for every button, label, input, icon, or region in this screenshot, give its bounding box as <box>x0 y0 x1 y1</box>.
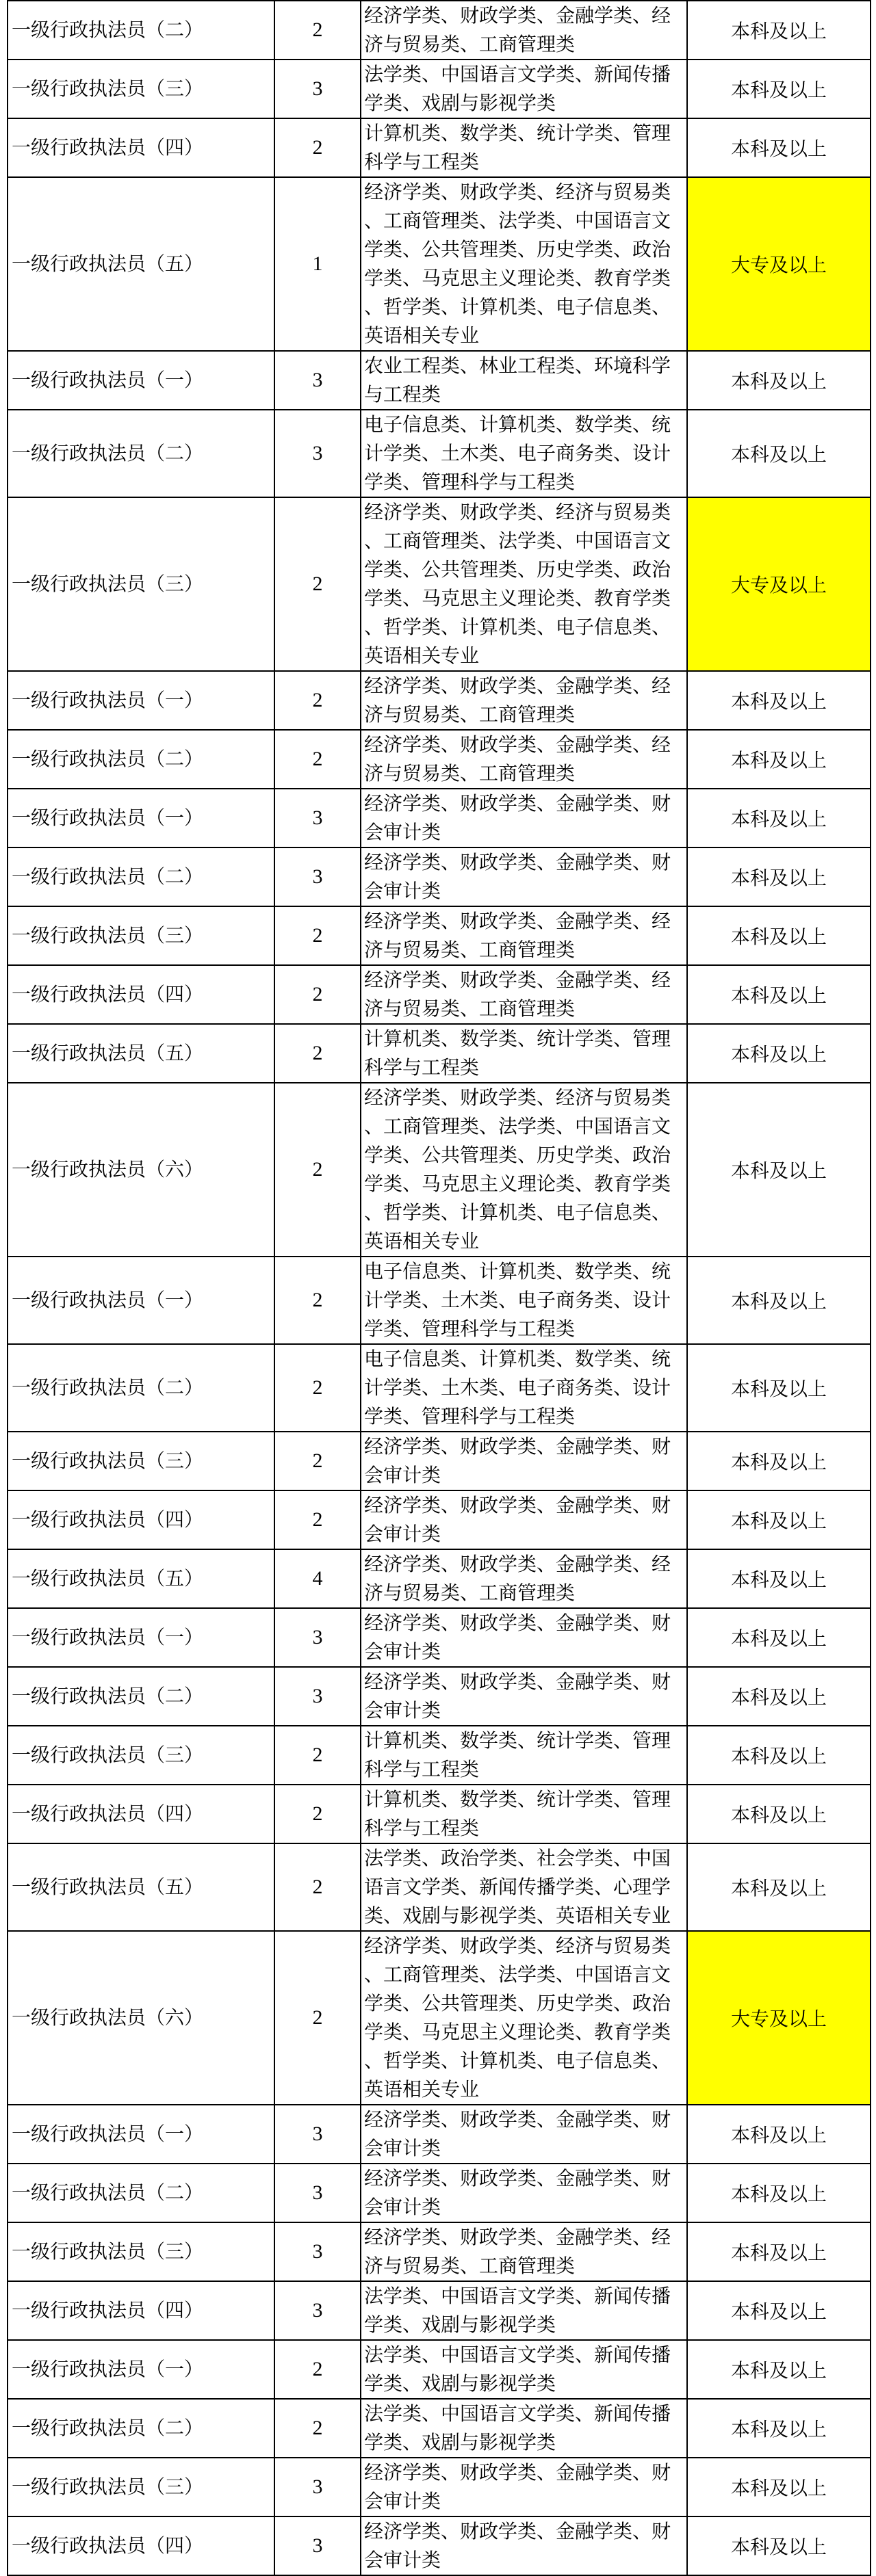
table-row <box>8 1931 871 2105</box>
position-name-cell: 一级行政执法员（三） <box>8 906 274 965</box>
table-row <box>8 1667 871 1726</box>
position-name-cell: 一级行政执法员（四） <box>8 2281 274 2340</box>
recruit-count-cell: 2 <box>274 965 361 1024</box>
majors-cell: 法学类、中国语言文学类、新闻传播学类、戏剧与影视学类 <box>361 2399 687 2458</box>
education-requirement-cell: 本科及以上 <box>687 965 871 1024</box>
table-row <box>8 965 871 1024</box>
majors-cell: 计算机类、数学类、统计学类、管理科学与工程类 <box>361 1785 687 1843</box>
majors-cell: 电子信息类、计算机类、数学类、统计学类、土木类、电子商务类、设计学类、管理科学与工程类 <box>361 1344 687 1432</box>
recruit-count-cell: 2 <box>274 730 361 789</box>
recruit-count-cell: 2 <box>274 671 361 730</box>
education-requirement-cell: 大专及以上 <box>687 497 871 671</box>
table-row <box>8 177 871 351</box>
majors-cell: 法学类、中国语言文学类、新闻传播学类、戏剧与影视学类 <box>361 60 687 118</box>
recruit-count-cell: 3 <box>274 2105 361 2164</box>
education-requirement-cell: 大专及以上 <box>687 177 871 351</box>
education-requirement-cell: 本科及以上 <box>687 2222 871 2281</box>
recruit-count-cell: 3 <box>274 1608 361 1667</box>
recruit-count-cell: 2 <box>274 1843 361 1931</box>
majors-cell: 经济学类、财政学类、金融学类、经济与贸易类、工商管理类 <box>361 1 687 60</box>
education-requirement-cell: 本科及以上 <box>687 1 871 60</box>
recruit-count-cell: 2 <box>274 1 361 60</box>
position-name-cell: 一级行政执法员（二） <box>8 1667 274 1726</box>
recruit-count-cell: 3 <box>274 2516 361 2575</box>
recruit-count-cell: 3 <box>274 2281 361 2340</box>
recruit-count-cell: 4 <box>274 1549 361 1608</box>
table-row <box>8 1 871 60</box>
education-requirement-cell: 本科及以上 <box>687 2340 871 2399</box>
recruit-count-cell: 3 <box>274 847 361 906</box>
majors-cell: 经济学类、财政学类、金融学类、财会审计类 <box>361 1490 687 1549</box>
table-row <box>8 410 871 497</box>
education-requirement-cell: 本科及以上 <box>687 789 871 847</box>
majors-cell: 法学类、中国语言文学类、新闻传播学类、戏剧与影视学类 <box>361 2281 687 2340</box>
table-row <box>8 2222 871 2281</box>
recruit-count-cell: 3 <box>274 1667 361 1726</box>
education-requirement-cell: 本科及以上 <box>687 1432 871 1490</box>
majors-cell: 经济学类、财政学类、金融学类、财会审计类 <box>361 1432 687 1490</box>
education-requirement-cell: 本科及以上 <box>687 730 871 789</box>
majors-cell: 计算机类、数学类、统计学类、管理科学与工程类 <box>361 118 687 177</box>
majors-cell: 经济学类、财政学类、金融学类、经济与贸易类、工商管理类 <box>361 671 687 730</box>
majors-cell: 经济学类、财政学类、经济与贸易类、工商管理类、法学类、中国语言文学类、公共管理类、历史学类、政治学类、马克思主义理论类、教育学类、哲学类、计算机类、电子信息类、英语相关专业 <box>361 497 687 671</box>
position-name-cell: 一级行政执法员（二） <box>8 1344 274 1432</box>
education-requirement-cell: 本科及以上 <box>687 671 871 730</box>
recruit-count-cell: 3 <box>274 789 361 847</box>
position-name-cell: 一级行政执法员（一） <box>8 671 274 730</box>
table-row <box>8 1843 871 1931</box>
table-row <box>8 2164 871 2222</box>
table-row <box>8 789 871 847</box>
table-row <box>8 118 871 177</box>
table-row <box>8 906 871 965</box>
recruit-count-cell: 3 <box>274 60 361 118</box>
education-requirement-cell: 本科及以上 <box>687 2399 871 2458</box>
education-requirement-cell: 本科及以上 <box>687 410 871 497</box>
education-requirement-cell: 本科及以上 <box>687 847 871 906</box>
education-requirement-cell: 本科及以上 <box>687 2105 871 2164</box>
recruit-count-cell: 2 <box>274 906 361 965</box>
table-row <box>8 1083 871 1257</box>
table-row <box>8 1549 871 1608</box>
majors-cell: 法学类、中国语言文学类、新闻传播学类、戏剧与影视学类 <box>361 2340 687 2399</box>
position-name-cell: 一级行政执法员（二） <box>8 730 274 789</box>
recruit-count-cell: 3 <box>274 2222 361 2281</box>
majors-cell: 经济学类、财政学类、金融学类、经济与贸易类、工商管理类 <box>361 1549 687 1608</box>
position-name-cell: 一级行政执法员（五） <box>8 1549 274 1608</box>
education-requirement-cell: 大专及以上 <box>687 1931 871 2105</box>
majors-cell: 经济学类、财政学类、金融学类、财会审计类 <box>361 2105 687 2164</box>
majors-cell: 经济学类、财政学类、金融学类、财会审计类 <box>361 1667 687 1726</box>
education-requirement-cell: 本科及以上 <box>687 1843 871 1931</box>
recruit-count-cell: 1 <box>274 177 361 351</box>
recruit-count-cell: 3 <box>274 2458 361 2516</box>
recruit-count-cell: 2 <box>274 1785 361 1843</box>
position-name-cell: 一级行政执法员（三） <box>8 1432 274 1490</box>
recruit-count-cell: 2 <box>274 1931 361 2105</box>
recruit-count-cell: 2 <box>274 1344 361 1432</box>
education-requirement-cell: 本科及以上 <box>687 2164 871 2222</box>
majors-cell: 电子信息类、计算机类、数学类、统计学类、土木类、电子商务类、设计学类、管理科学与工程类 <box>361 1257 687 1344</box>
table-row <box>8 2399 871 2458</box>
education-requirement-cell: 本科及以上 <box>687 1024 871 1083</box>
education-requirement-cell: 本科及以上 <box>687 118 871 177</box>
recruit-count-cell: 2 <box>274 118 361 177</box>
majors-cell: 农业工程类、林业工程类、环境科学与工程类 <box>361 351 687 410</box>
table-row <box>8 1257 871 1344</box>
majors-cell: 计算机类、数学类、统计学类、管理科学与工程类 <box>361 1024 687 1083</box>
education-requirement-cell: 本科及以上 <box>687 1726 871 1785</box>
recruit-count-cell: 2 <box>274 1432 361 1490</box>
position-name-cell: 一级行政执法员（一） <box>8 1608 274 1667</box>
recruitment-table-body <box>8 1 871 2575</box>
majors-cell: 法学类、政治学类、社会学类、中国语言文学类、新闻传播学类、心理学类、戏剧与影视学类、英语相关专业 <box>361 1843 687 1931</box>
majors-cell: 经济学类、财政学类、金融学类、财会审计类 <box>361 2458 687 2516</box>
majors-cell: 经济学类、财政学类、金融学类、经济与贸易类、工商管理类 <box>361 2222 687 2281</box>
position-name-cell: 一级行政执法员（三） <box>8 60 274 118</box>
recruit-count-cell: 3 <box>274 410 361 497</box>
table-row <box>8 1024 871 1083</box>
recruitment-positions-table <box>7 0 871 2576</box>
majors-cell: 经济学类、财政学类、经济与贸易类、工商管理类、法学类、中国语言文学类、公共管理类、历史学类、政治学类、马克思主义理论类、教育学类、哲学类、计算机类、电子信息类、英语相关专业 <box>361 1083 687 1257</box>
table-row <box>8 351 871 410</box>
position-name-cell: 一级行政执法员（四） <box>8 2516 274 2575</box>
table-row <box>8 497 871 671</box>
table-row <box>8 1726 871 1785</box>
position-name-cell: 一级行政执法员（一） <box>8 2340 274 2399</box>
majors-cell: 经济学类、财政学类、金融学类、财会审计类 <box>361 789 687 847</box>
majors-cell: 经济学类、财政学类、金融学类、经济与贸易类、工商管理类 <box>361 965 687 1024</box>
position-name-cell: 一级行政执法员（一） <box>8 1257 274 1344</box>
table-row <box>8 1432 871 1490</box>
table-row <box>8 1344 871 1432</box>
table-row <box>8 2105 871 2164</box>
position-name-cell: 一级行政执法员（一） <box>8 351 274 410</box>
recruit-count-cell: 2 <box>274 1083 361 1257</box>
table-row <box>8 2458 871 2516</box>
education-requirement-cell: 本科及以上 <box>687 60 871 118</box>
majors-cell: 经济学类、财政学类、金融学类、经济与贸易类、工商管理类 <box>361 730 687 789</box>
recruit-count-cell: 2 <box>274 2340 361 2399</box>
table-row <box>8 1490 871 1549</box>
education-requirement-cell: 本科及以上 <box>687 1549 871 1608</box>
position-name-cell: 一级行政执法员（三） <box>8 2222 274 2281</box>
table-row <box>8 1608 871 1667</box>
position-name-cell: 一级行政执法员（五） <box>8 177 274 351</box>
recruit-count-cell: 2 <box>274 2399 361 2458</box>
position-name-cell: 一级行政执法员（二） <box>8 2399 274 2458</box>
education-requirement-cell: 本科及以上 <box>687 2516 871 2575</box>
position-name-cell: 一级行政执法员（三） <box>8 1726 274 1785</box>
recruit-count-cell: 2 <box>274 1257 361 1344</box>
education-requirement-cell: 本科及以上 <box>687 351 871 410</box>
table-row <box>8 730 871 789</box>
majors-cell: 电子信息类、计算机类、数学类、统计学类、土木类、电子商务类、设计学类、管理科学与工程类 <box>361 410 687 497</box>
education-requirement-cell: 本科及以上 <box>687 1608 871 1667</box>
table-row <box>8 2516 871 2575</box>
education-requirement-cell: 本科及以上 <box>687 2281 871 2340</box>
education-requirement-cell: 本科及以上 <box>687 1257 871 1344</box>
education-requirement-cell: 本科及以上 <box>687 1667 871 1726</box>
table-row <box>8 2340 871 2399</box>
position-name-cell: 一级行政执法员（四） <box>8 1490 274 1549</box>
position-name-cell: 一级行政执法员（六） <box>8 1931 274 2105</box>
majors-cell: 经济学类、财政学类、金融学类、财会审计类 <box>361 1608 687 1667</box>
education-requirement-cell: 本科及以上 <box>687 1344 871 1432</box>
position-name-cell: 一级行政执法员（二） <box>8 847 274 906</box>
position-name-cell: 一级行政执法员（二） <box>8 1 274 60</box>
position-name-cell: 一级行政执法员（一） <box>8 789 274 847</box>
majors-cell: 经济学类、财政学类、金融学类、财会审计类 <box>361 2164 687 2222</box>
position-name-cell: 一级行政执法员（五） <box>8 1843 274 1931</box>
position-name-cell: 一级行政执法员（三） <box>8 497 274 671</box>
recruit-count-cell: 3 <box>274 351 361 410</box>
majors-cell: 经济学类、财政学类、经济与贸易类、工商管理类、法学类、中国语言文学类、公共管理类、历史学类、政治学类、马克思主义理论类、教育学类、哲学类、计算机类、电子信息类、英语相关专业 <box>361 177 687 351</box>
recruit-count-cell: 2 <box>274 1726 361 1785</box>
education-requirement-cell: 本科及以上 <box>687 1785 871 1843</box>
position-name-cell: 一级行政执法员（一） <box>8 2105 274 2164</box>
position-name-cell: 一级行政执法员（四） <box>8 965 274 1024</box>
majors-cell: 计算机类、数学类、统计学类、管理科学与工程类 <box>361 1726 687 1785</box>
majors-cell: 经济学类、财政学类、金融学类、经济与贸易类、工商管理类 <box>361 906 687 965</box>
position-name-cell: 一级行政执法员（三） <box>8 2458 274 2516</box>
education-requirement-cell: 本科及以上 <box>687 2458 871 2516</box>
education-requirement-cell: 本科及以上 <box>687 906 871 965</box>
majors-cell: 经济学类、财政学类、经济与贸易类、工商管理类、法学类、中国语言文学类、公共管理类、历史学类、政治学类、马克思主义理论类、教育学类、哲学类、计算机类、电子信息类、英语相关专业 <box>361 1931 687 2105</box>
table-row <box>8 671 871 730</box>
table-row <box>8 2281 871 2340</box>
position-name-cell: 一级行政执法员（二） <box>8 2164 274 2222</box>
position-name-cell: 一级行政执法员（六） <box>8 1083 274 1257</box>
table-row <box>8 1785 871 1843</box>
position-name-cell: 一级行政执法员（四） <box>8 118 274 177</box>
recruit-count-cell: 2 <box>274 1024 361 1083</box>
recruit-count-cell: 2 <box>274 497 361 671</box>
education-requirement-cell: 本科及以上 <box>687 1083 871 1257</box>
education-requirement-cell: 本科及以上 <box>687 1490 871 1549</box>
recruit-count-cell: 2 <box>274 1490 361 1549</box>
majors-cell: 经济学类、财政学类、金融学类、财会审计类 <box>361 2516 687 2575</box>
position-name-cell: 一级行政执法员（二） <box>8 410 274 497</box>
table-row <box>8 847 871 906</box>
position-name-cell: 一级行政执法员（四） <box>8 1785 274 1843</box>
position-name-cell: 一级行政执法员（五） <box>8 1024 274 1083</box>
majors-cell: 经济学类、财政学类、金融学类、财会审计类 <box>361 847 687 906</box>
recruit-count-cell: 3 <box>274 2164 361 2222</box>
table-row <box>8 60 871 118</box>
